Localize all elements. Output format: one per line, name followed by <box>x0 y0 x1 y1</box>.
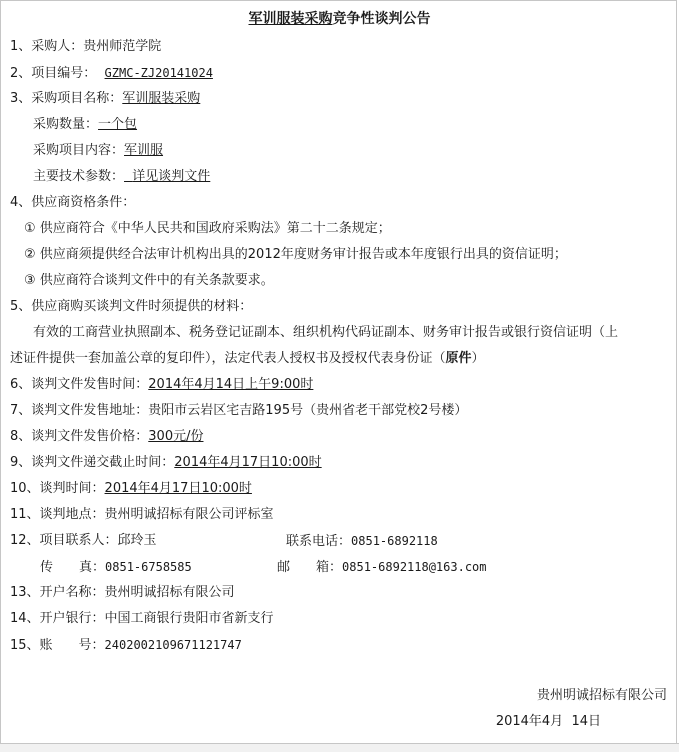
deadline-value: 2014年4月17日10:00时 <box>174 455 322 470</box>
page-title <box>0 10 679 28</box>
item-buyer <box>10 39 161 55</box>
contact-fax <box>40 559 192 576</box>
bank-label: 14、开户银行： <box>10 611 105 626</box>
item-account-no <box>10 637 242 654</box>
contact-value: 邱玲玉 <box>117 533 157 548</box>
deadline-label: 9、谈判文件递交截止时间： <box>10 455 175 470</box>
account-name-label: 13、开户名称： <box>10 585 105 600</box>
contact-label: 12、项目联系人： <box>10 533 118 548</box>
materials-line-1: 有效的工商营业执照副本、税务登记证副本、组织机构代码证副本、财务审计报告或银行资信证明（上 <box>33 325 619 340</box>
content-value: 军训服 <box>124 143 164 158</box>
item-issue-place <box>10 403 467 419</box>
item-price <box>10 429 203 445</box>
materials-line-2-text: 述证件提供一套加盖公章的复印件），法定代表人授权书及授权代表身份证（ <box>10 351 446 366</box>
qualification-condition: ③ 供应商符合谈判文件中的有关条款要求。 <box>24 273 274 288</box>
item-nego-place <box>10 507 274 523</box>
item-materials <box>10 299 252 315</box>
item-qualification <box>10 195 135 211</box>
buyer-value: 贵州师范学院 <box>83 39 162 54</box>
item-project-name <box>10 91 200 107</box>
footer-company: 贵州明诚招标有限公司 <box>536 688 667 703</box>
materials-line-2-end: ） <box>471 351 485 366</box>
tech-params-value: 详见谈判文件 <box>132 169 211 184</box>
item-bank <box>10 611 274 627</box>
issue-time-label: 6、谈判文件发售时间： <box>10 377 149 392</box>
item-quantity <box>33 117 137 133</box>
project-name-label: 3、采购项目名称： <box>10 91 123 106</box>
quantity-value: 一个包 <box>98 117 138 132</box>
quantity-label: 采购数量： <box>33 117 99 132</box>
email-value: 0851-6892118@163.com <box>342 560 487 574</box>
account-name-value: 贵州明诚招标有限公司 <box>104 585 235 600</box>
materials-label: 5、供应商购买谈判文件时须提供的材料： <box>10 299 253 314</box>
materials-original-bold: 原件 <box>445 351 472 366</box>
item-content <box>33 143 163 159</box>
bank-value: 中国工商银行贵阳市省新支行 <box>104 611 274 626</box>
fax-label: 传 真： <box>40 560 106 575</box>
item-tech-params <box>33 169 210 185</box>
item-account-name <box>10 585 235 601</box>
project-no-value: GZMC-ZJ20141024 <box>104 66 213 80</box>
price-value: 300元/份 <box>148 429 204 444</box>
phone-value: 0851-6892118 <box>351 534 438 548</box>
qualification-condition: ① 供应商符合《中华人民共和国政府采购法》第二十二条规定； <box>24 221 391 236</box>
item-issue-time <box>10 377 313 393</box>
materials-line-2 <box>10 351 485 367</box>
issue-place-value: 贵阳市云岩区宅吉路195号（贵州省老干部党校2号楼） <box>148 403 468 418</box>
account-no-label: 15、账 号： <box>10 638 105 653</box>
buyer-label: 1、采购人： <box>10 39 84 54</box>
email-label: 邮 箱： <box>277 560 343 575</box>
project-no-label: 2、项目编号： <box>10 66 97 81</box>
contact-email <box>277 559 487 576</box>
nego-time-value: 2014年4月17日10:00时 <box>104 481 252 496</box>
account-no-value: 2402002109671121747 <box>104 638 242 652</box>
title-underlined: 军训服装采购 <box>248 11 333 27</box>
phone-label: 联系电话： <box>286 534 352 549</box>
price-label: 8、谈判文件发售价格： <box>10 429 149 444</box>
contact-phone <box>286 533 438 550</box>
nego-place-label: 11、谈判地点： <box>10 507 105 522</box>
item-nego-time <box>10 481 252 497</box>
qualification-label: 4、供应商资格条件： <box>10 195 136 210</box>
issue-time-value: 2014年4月14日上午9:00时 <box>148 377 314 392</box>
nego-time-label: 10、谈判时间： <box>10 481 105 496</box>
item-contact <box>10 533 157 549</box>
content-label: 采购项目内容： <box>33 143 125 158</box>
issue-place-label: 7、谈判文件发售地址： <box>10 403 149 418</box>
footer-date: 2014年4月 14日 <box>495 714 601 729</box>
title-rest: 竞争性谈判公告 <box>332 11 431 27</box>
nego-place-value: 贵州明诚招标有限公司评标室 <box>104 507 274 522</box>
project-name-value: 军训服装采购 <box>122 91 201 106</box>
qualification-condition: ② 供应商须提供经合法审计机构出具的2012年度财务审计报告或本年度银行出具的资信证明； <box>24 247 567 262</box>
item-deadline <box>10 455 322 471</box>
tech-params-label: 主要技术参数： <box>33 169 125 184</box>
fax-value: 0851-6758585 <box>105 560 192 574</box>
item-project-no <box>10 65 213 82</box>
